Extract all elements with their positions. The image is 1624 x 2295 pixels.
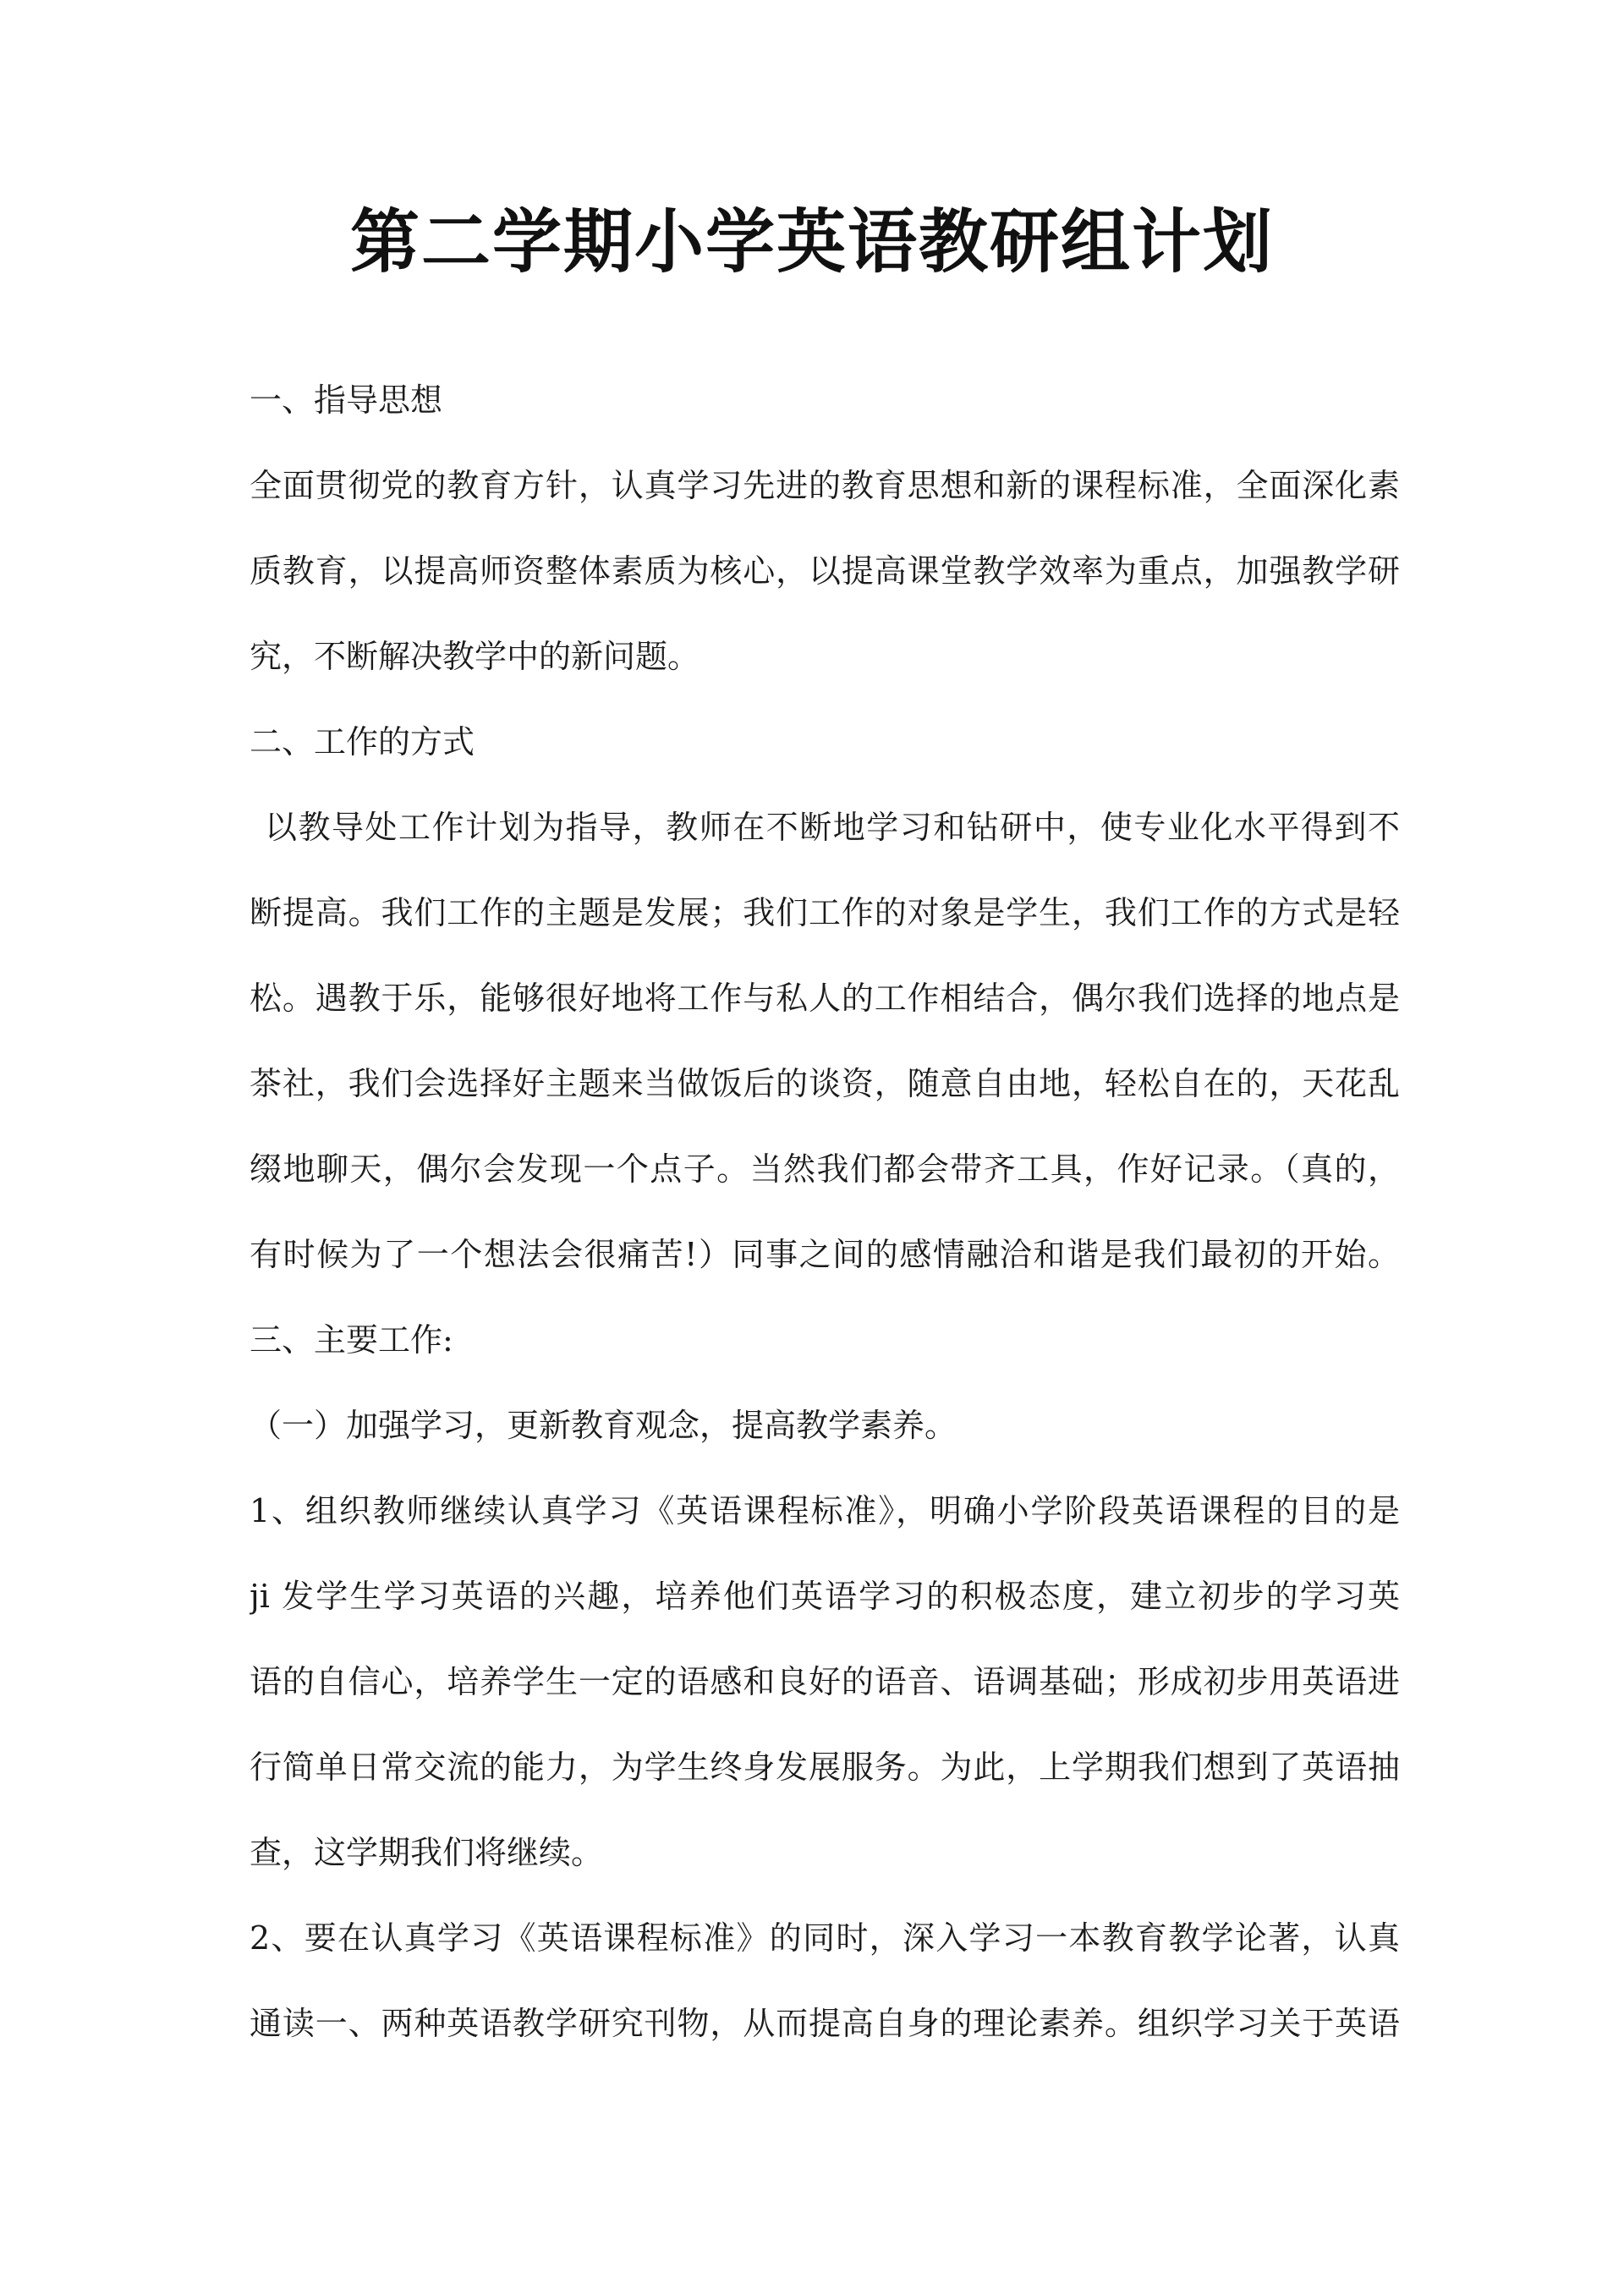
paragraph-line: 1、组织教师继续认真学习《英语课程标准》，明确小学阶段英语课程的目的是 (250, 1492, 1400, 1529)
paragraph-line: 松。遇教于乐，能够很好地将工作与私人的工作相结合，偶尔我们选择的地点是 (250, 980, 1400, 1017)
paragraph-line: 以教导处工作计划为指导，教师在不断地学习和钻研中，使专业化水平得到不 (265, 809, 1400, 846)
document-body (250, 381, 1400, 2089)
paragraph-line: 究，不断解决教学中的新问题。 (250, 638, 700, 675)
paragraph-line: ji 发学生学习英语的兴趣，培养他们英语学习的积极态度，建立初步的学习英 (250, 1578, 1400, 1615)
paragraph-line: 断提高。我们工作的主题是发展；我们工作的对象是学生，我们工作的方式是轻 (250, 894, 1400, 931)
section-heading: 二、工作的方式 (250, 723, 475, 760)
paragraph-line: 通读一、两种英语教学研究刊物，从而提高自身的理论素养。组织学习关于英语 (250, 2005, 1400, 2042)
document-title: 第二学期小学英语教研组计划 (349, 201, 1274, 283)
paragraph-line: 有时候为了一个想法会很痛苦!）同事之间的感情融洽和谐是我们最初的开始。 (250, 1236, 1400, 1273)
paragraph-line: 全面贯彻党的教育方针，认真学习先进的教育思想和新的课程标准，全面深化素 (250, 467, 1400, 504)
section-heading: 三、主要工作: (250, 1321, 453, 1359)
paragraph-line: 缀地聊天，偶尔会发现一个点子。当然我们都会带齐工具，作好记录。（真的， (250, 1150, 1400, 1188)
section-heading: 一、指导思想 (250, 382, 443, 419)
paragraph-line: 茶社，我们会选择好主题来当做饭后的谈资，随意自由地，轻松自在的，天花乱 (250, 1065, 1400, 1102)
paragraph-line: 2、要在认真学习《英语课程标准》的同时，深入学习一本教育教学论著，认真 (250, 1919, 1400, 1957)
paragraph-line: 语的自信心，培养学生一定的语感和良好的语音、语调基础；形成初步用英语进 (250, 1663, 1400, 1700)
paragraph-line: 质教育，以提高师资整体素质为核心，以提高课堂教学效率为重点，加强教学研 (250, 552, 1400, 590)
paragraph-line: 行简单日常交流的能力，为学生终身发展服务。为此，上学期我们想到了英语抽 (250, 1749, 1400, 1786)
paragraph-line: 查，这学期我们将继续。 (250, 1834, 604, 1871)
subsection-heading: （一）加强学习，更新教育观念，提高教学素养。 (250, 1407, 957, 1444)
